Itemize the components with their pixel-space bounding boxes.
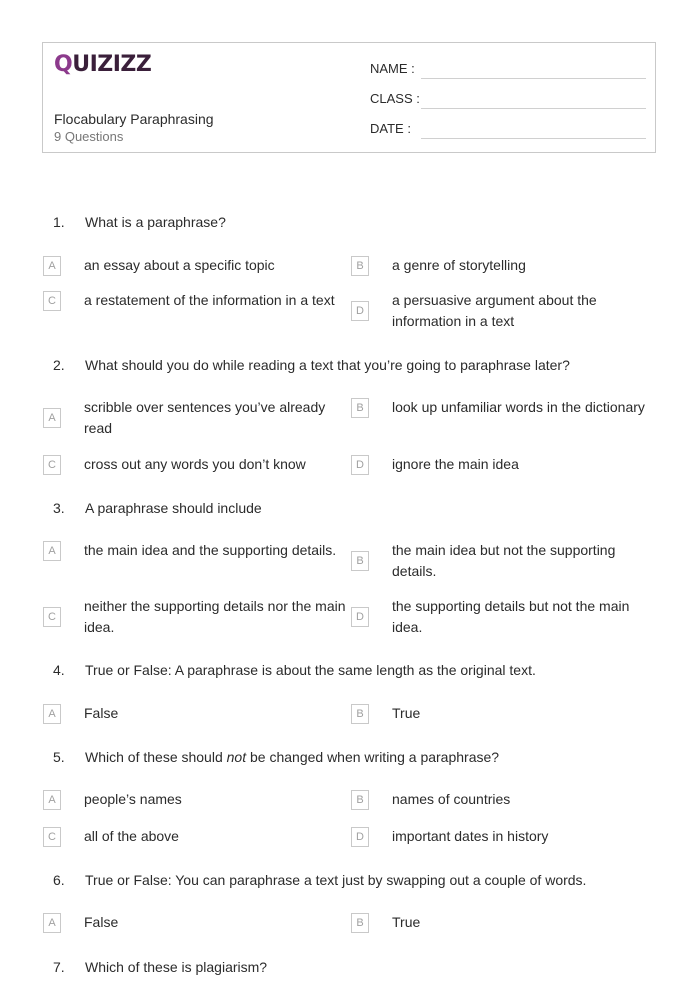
option-3c[interactable] [43, 596, 352, 638]
option-text: an essay about a specific topic [84, 257, 275, 273]
question-number: 6. [53, 872, 65, 888]
option-text: scribble over sentences you’ve already read [84, 399, 326, 436]
option-text: neither the supporting details nor the main idea. [84, 598, 346, 635]
worksheet-header [42, 42, 656, 153]
option-5d[interactable] [351, 826, 654, 847]
option-letter-box: C [43, 455, 61, 475]
option-letter-box: A [43, 704, 61, 724]
option-letter-box: D [351, 301, 369, 321]
question-text: True or False: A paraphrase is about the same length as the original text. [85, 662, 536, 678]
option-text: people’s names [84, 791, 182, 807]
option-2a[interactable] [43, 397, 352, 439]
option-letter-box: B [351, 398, 369, 418]
name-label: NAME : [370, 61, 415, 76]
option-text: the supporting details but not the main idea. [392, 598, 630, 635]
option-3d[interactable] [351, 596, 654, 638]
option-text: important dates in history [392, 828, 549, 844]
question-text: What should you do while reading a text that you’re going to paraphrase later? [85, 357, 570, 373]
option-5a[interactable] [43, 789, 352, 810]
option-letter-box: C [43, 291, 61, 311]
option-1a[interactable] [43, 255, 352, 276]
date-field-line [421, 138, 646, 139]
option-letter-box: D [351, 607, 369, 627]
option-letter-box: A [43, 408, 61, 428]
option-3a[interactable] [43, 540, 352, 561]
question-text: True or False: You can paraphrase a text just by swapping out a couple of words. [85, 872, 587, 888]
option-letter-box: A [43, 913, 61, 933]
option-6b[interactable] [351, 912, 654, 933]
option-text: all of the above [84, 828, 179, 844]
option-letter-box: B [351, 790, 369, 810]
option-4b[interactable] [351, 703, 654, 724]
option-text: a genre of storytelling [392, 257, 526, 273]
option-text: True [392, 705, 421, 721]
option-5b[interactable] [351, 789, 654, 810]
emphasis-not: not [226, 749, 247, 765]
option-text: ignore the main idea [392, 456, 519, 472]
date-label: DATE : [370, 121, 411, 136]
option-letter-box: B [351, 913, 369, 933]
question-number: 7. [53, 959, 65, 975]
option-text: names of countries [392, 791, 511, 807]
option-letter-box: A [43, 790, 61, 810]
option-text: False [84, 914, 119, 930]
option-letter-box: A [43, 541, 61, 561]
option-1d[interactable] [351, 290, 654, 332]
quizizz-logo: QUIZIZZ [54, 52, 152, 77]
option-text: True [392, 914, 421, 930]
option-2d[interactable] [351, 454, 654, 475]
question-text: What is a paraphrase? [85, 214, 226, 230]
question-text: A paraphrase should include [85, 500, 262, 516]
option-3b[interactable] [351, 540, 654, 582]
question-number: 2. [53, 357, 65, 373]
option-text: look up unfamiliar words in the dictionary [392, 399, 645, 415]
option-letter-box: D [351, 455, 369, 475]
question-number: 3. [53, 500, 65, 516]
option-letter-box: C [43, 827, 61, 847]
option-letter-box: B [351, 256, 369, 276]
question-text: Which of these should not be changed when writing a paraphrase? [85, 749, 500, 765]
question-text: Which of these is plagiarism? [85, 959, 268, 975]
option-5c[interactable] [43, 826, 352, 847]
class-field-line [421, 108, 646, 109]
option-text: a restatement of the information in a text [84, 292, 335, 308]
question-number: 1. [53, 214, 65, 230]
option-letter-box: C [43, 607, 61, 627]
option-6a[interactable] [43, 912, 352, 933]
option-text: cross out any words you don’t know [84, 456, 306, 472]
option-letter-box: B [351, 704, 369, 724]
option-text: the main idea and the supporting details. [84, 542, 337, 558]
option-4a[interactable] [43, 703, 352, 724]
option-2b[interactable] [351, 397, 654, 418]
option-text: False [84, 705, 119, 721]
option-1c[interactable] [43, 290, 352, 311]
option-letter-box: A [43, 256, 61, 276]
option-text: the main idea but not the supporting details. [392, 542, 616, 579]
question-count: 9 Questions [54, 129, 124, 144]
worksheet-title: Flocabulary Paraphrasing [54, 111, 214, 127]
question-number: 5. [53, 749, 65, 765]
question-number: 4. [53, 662, 65, 678]
option-1b[interactable] [351, 255, 654, 276]
option-letter-box: B [351, 551, 369, 571]
option-letter-box: D [351, 827, 369, 847]
name-field-line [421, 78, 646, 79]
option-2c[interactable] [43, 454, 352, 475]
option-text: a persuasive argument about the information in a text [392, 292, 597, 329]
class-label: CLASS : [370, 91, 420, 106]
